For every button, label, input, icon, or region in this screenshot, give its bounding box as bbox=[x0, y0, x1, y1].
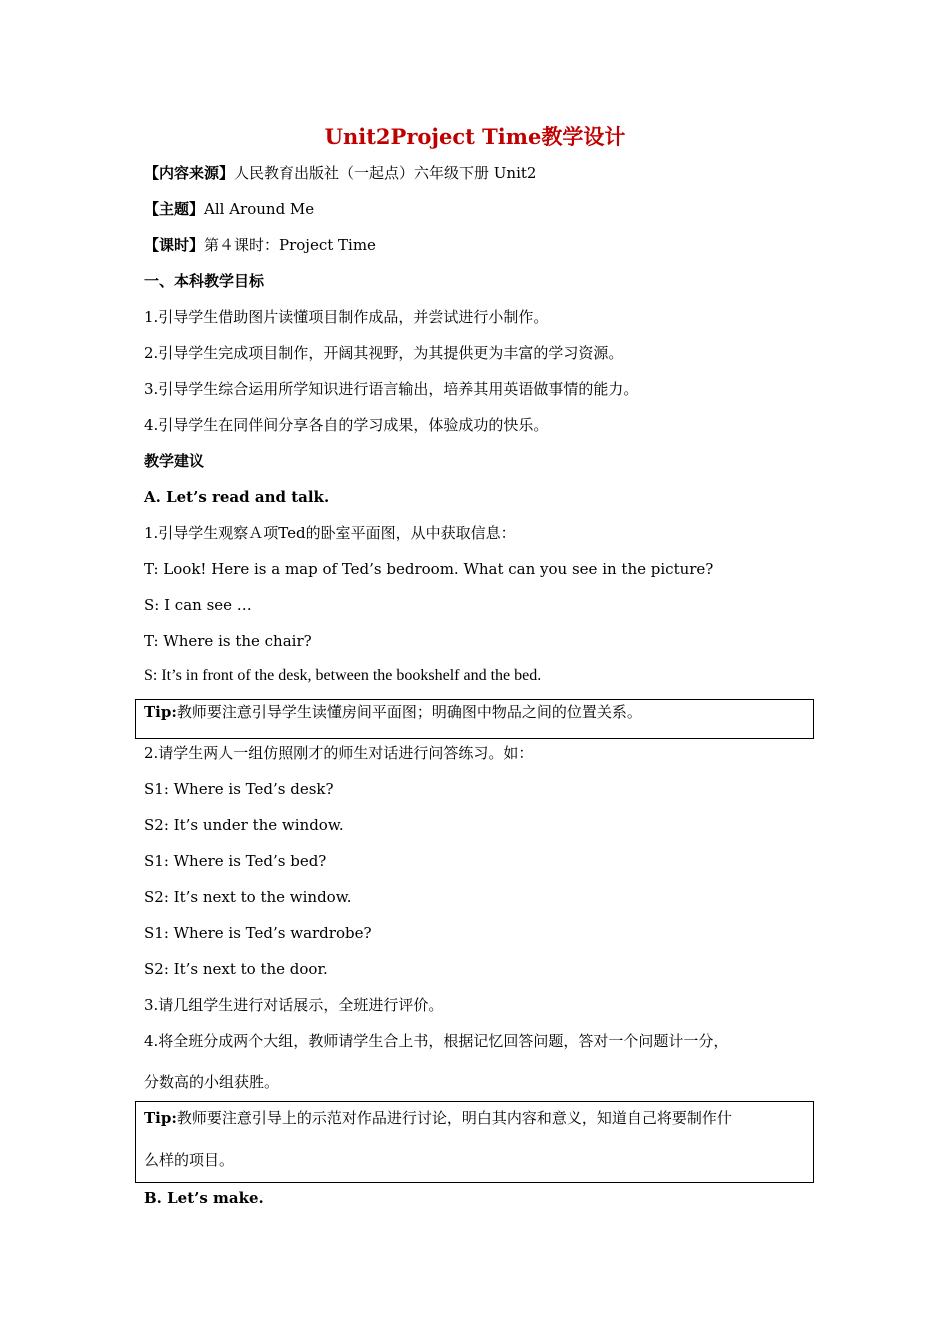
a-step-4-line-2: 分数高的小组获胜。 bbox=[144, 1073, 280, 1091]
tip-2-line-2: 么样的项目。 bbox=[144, 1151, 235, 1169]
tip-2-label: Tip: bbox=[144, 1109, 177, 1127]
tip-1-text bbox=[144, 694, 805, 730]
dialog-line: S1: Where is Ted’s bed? bbox=[144, 852, 327, 870]
page-title: Unit2Project Time教学设计 bbox=[324, 124, 626, 149]
source-line bbox=[144, 162, 536, 184]
tip-box-2 bbox=[135, 1101, 814, 1183]
dialog-line: S2: It’s next to the window. bbox=[144, 888, 352, 906]
period-line bbox=[144, 234, 376, 256]
suggest-heading: 教学建议 bbox=[144, 452, 205, 470]
section-b-heading: B. Let’s make. bbox=[144, 1189, 264, 1207]
dialog-line: T: Where is the chair? bbox=[144, 632, 312, 650]
goal-item: 4.引导学生在同伴间分享各自的学习成果，体验成功的快乐。 bbox=[144, 416, 549, 434]
source-label: 【内容来源】 bbox=[144, 164, 235, 182]
dialog-line: S2: It’s next to the door. bbox=[144, 960, 328, 978]
tip-box-1 bbox=[135, 699, 814, 739]
source-value: 人民教育出版社（一起点）六年级下册 Unit2 bbox=[234, 164, 537, 182]
dialog-line: S2: It’s under the window. bbox=[144, 816, 344, 834]
dialog-line: T: Look! Here is a map of Ted’s bedroom. What can you see in the picture? bbox=[144, 560, 714, 578]
a-step-4-line-1: 4.将全班分成两个大组，教师请学生合上书，根据记忆回答问题，答对一个问题计一分， bbox=[144, 1032, 729, 1050]
goal-item: 3.引导学生综合运用所学知识进行语言输出，培养其用英语做事情的能力。 bbox=[144, 380, 639, 398]
topic-value: All Around Me bbox=[204, 200, 315, 218]
dialog-line: S: It’s in front of the desk, between the bookshelf and the bed. bbox=[144, 667, 542, 684]
a-step-3: 3.请几组学生进行对话展示，全班进行评价。 bbox=[144, 996, 444, 1014]
topic-line bbox=[144, 198, 314, 220]
dialog-line: S: I can see … bbox=[144, 596, 252, 614]
a-step-1: 1.引导学生观察Ａ项Ted的卧室平面图，从中获取信息： bbox=[144, 524, 516, 542]
tip-1-label: Tip: bbox=[144, 703, 177, 721]
goal-item: 1.引导学生借助图片读懂项目制作成品，并尝试进行小制作。 bbox=[144, 308, 549, 326]
goals-heading: 一、本科教学目标 bbox=[144, 272, 265, 290]
topic-label: 【主题】 bbox=[144, 200, 205, 218]
section-a-heading: A. Let’s read and talk. bbox=[144, 488, 330, 506]
dialog-line: S1: Where is Ted’s wardrobe? bbox=[144, 924, 372, 942]
period-label: 【课时】 bbox=[144, 236, 205, 254]
goal-item: 2.引导学生完成项目制作，开阔其视野，为其提供更为丰富的学习资源。 bbox=[144, 344, 624, 362]
period-value: 第４课时：Project Time bbox=[204, 236, 376, 254]
dialog-line: S1: Where is Ted’s desk? bbox=[144, 780, 334, 798]
tip-2-body: 教师要注意引导上的示范对作品进行讨论，明白其内容和意义，知道自己将要制作什 bbox=[176, 1109, 732, 1127]
tip-1-body: 教师要注意引导学生读懂房间平面图；明确图中物品之间的位置关系。 bbox=[176, 703, 642, 721]
a-step-2: 2.请学生两人一组仿照刚才的师生对话进行问答练习。如： bbox=[144, 744, 534, 762]
tip-2-line-1 bbox=[144, 1107, 732, 1129]
